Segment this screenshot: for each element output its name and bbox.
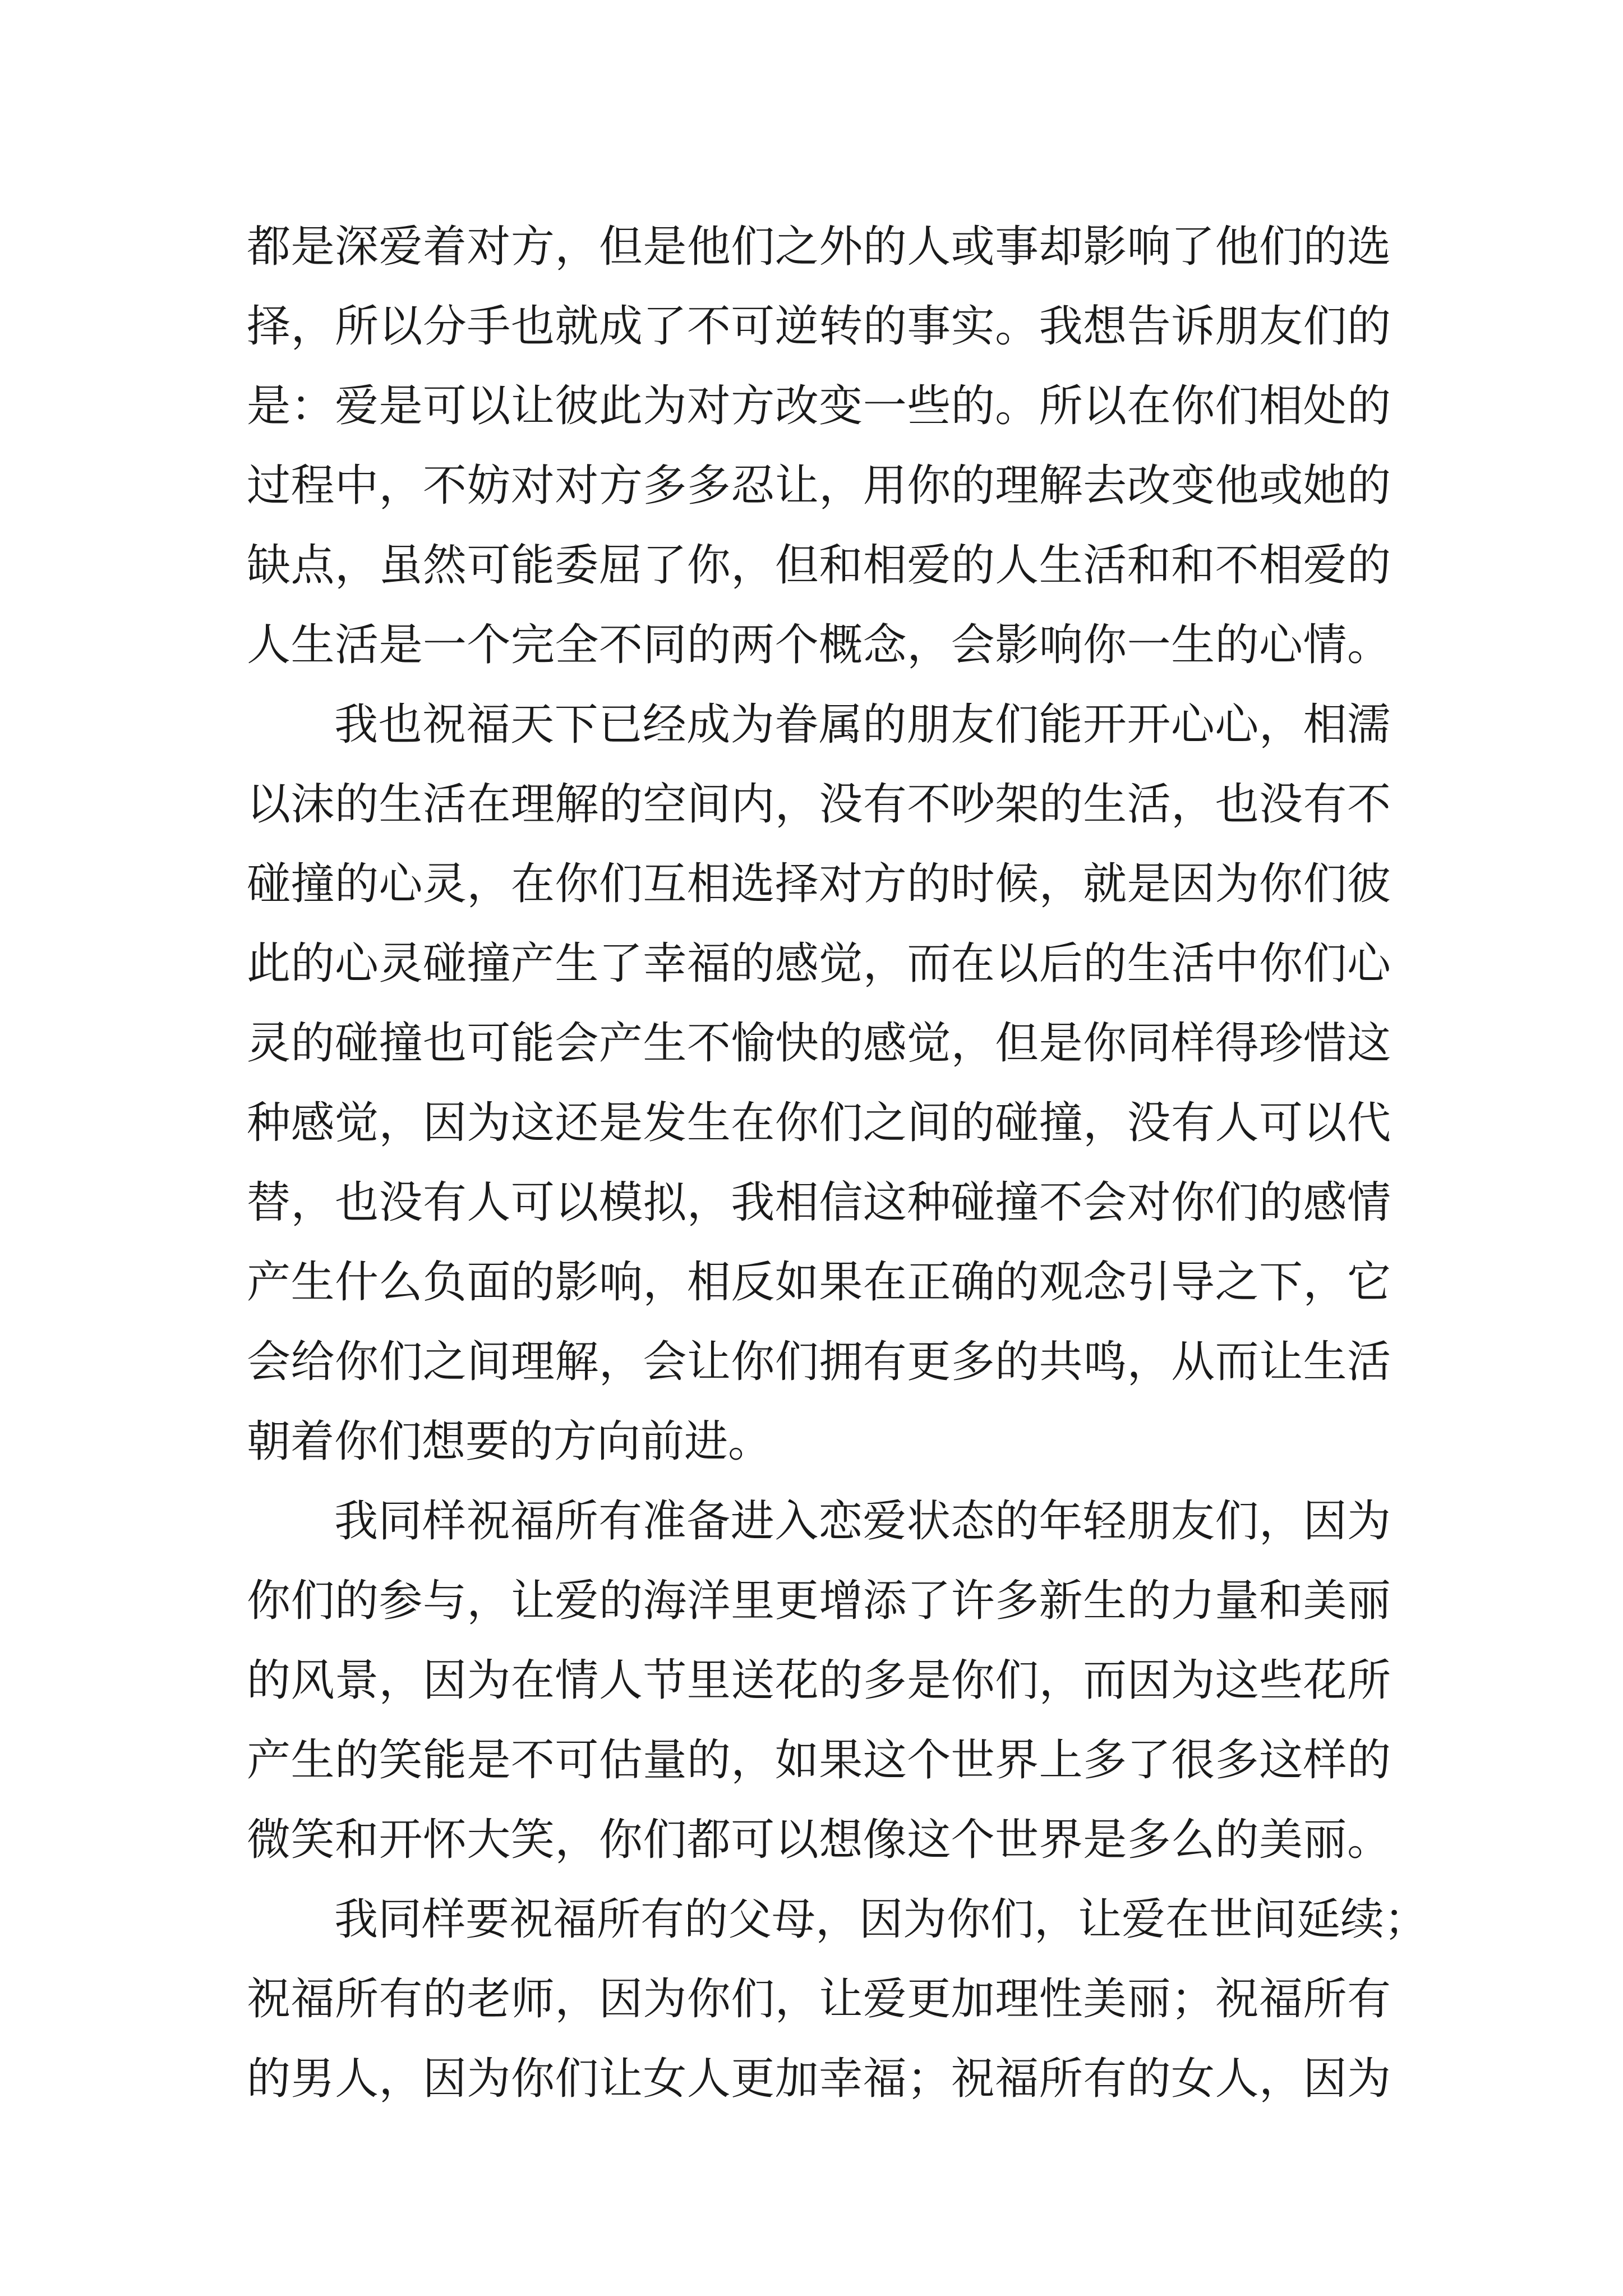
text-line: 微笑和开怀大笑，你们都可以想像这个世界是多么的美丽。 (247, 1815, 1391, 1865)
text-line: 人生活是一个完全不同的两个概念，会影响你一生的心情。 (247, 620, 1391, 670)
text-line: 朝着你们想要的方向前进。 (247, 1416, 772, 1467)
text-line: 替，也没有人可以模拟，我相信这种碰撞不会对你们的感情 (247, 1177, 1391, 1228)
text-line: 种感觉，因为这还是发生在你们之间的碰撞，没有人可以代 (247, 1098, 1391, 1148)
text-line: 灵的碰撞也可能会产生不愉快的感觉，但是你同样得珍惜这 (247, 1018, 1391, 1069)
text-line: 是：爱是可以让彼此为对方改变一些的。所以在你们相处的 (247, 381, 1391, 431)
text-line: 我同样祝福所有准备进入恋爱状态的年轻朋友们，因为 (334, 1496, 1391, 1547)
text-line: 过程中，不妨对对方多多忍让，用你的理解去改变他或她的 (247, 461, 1391, 511)
text-line: 的男人，因为你们让女人更加幸福；祝福所有的女人，因为 (247, 2054, 1391, 2104)
text-line: 产生的笑能是不可估量的，如果这个世界上多了很多这样的 (247, 1735, 1391, 1786)
text-line: 缺点，虽然可能委屈了你，但和相爱的人生活和和不相爱的 (247, 540, 1391, 591)
text-line: 以沫的生活在理解的空间内，没有不吵架的生活，也没有不 (247, 779, 1391, 830)
text-line: 产生什么负面的影响，相反如果在正确的观念引导之下，它 (247, 1257, 1391, 1308)
text-line: 此的心灵碰撞产生了幸福的感觉，而在以后的生活中你们心 (247, 938, 1391, 989)
text-line: 会给你们之间理解，会让你们拥有更多的共鸣，从而让生活 (247, 1337, 1391, 1387)
text-line: 碰撞的心灵，在你们互相选择对方的时候，就是因为你们彼 (247, 859, 1391, 909)
text-line: 我同样要祝福所有的父母，因为你们，让爱在世间延续； (334, 1894, 1428, 1945)
text-line: 的风景，因为在情人节里送花的多是你们，而因为这些花所 (247, 1655, 1391, 1706)
text-line: 择，所以分手也就成了不可逆转的事实。我想告诉朋友们的 (247, 301, 1391, 352)
text-line: 你们的参与，让爱的海洋里更增添了许多新生的力量和美丽 (247, 1576, 1391, 1626)
text-line: 祝福所有的老师，因为你们，让爱更加理性美丽；祝福所有 (247, 1974, 1391, 2024)
text-line: 我也祝福天下已经成为眷属的朋友们能开开心心，相濡 (334, 700, 1391, 750)
text-line: 都是深爱着对方，但是他们之外的人或事却影响了他们的选 (247, 222, 1391, 272)
